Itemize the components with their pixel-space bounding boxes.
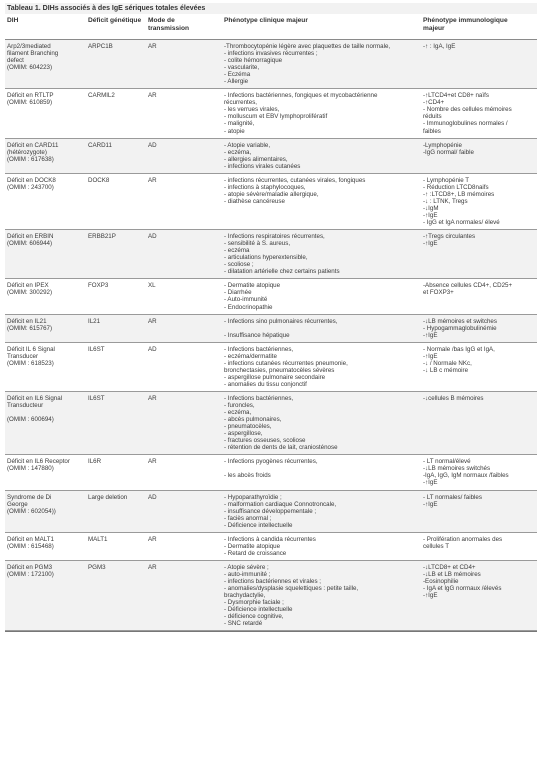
cell-line: - infections virales cutanées — [224, 162, 301, 170]
cell-text: AR — [148, 176, 157, 184]
table-row — [5, 490, 537, 532]
cell-line: filament Branching — [7, 50, 59, 58]
cell-line: - rétention de dents de lait, craniosténose — [224, 444, 338, 452]
table-row — [5, 89, 537, 138]
cell-line: -Thrombocytopénie légère avec plaquettes de taille normale, — [224, 43, 391, 50]
cell-line: Déficit en IPEX — [7, 282, 49, 290]
cell-text: AR — [148, 43, 157, 50]
immunological-phenotype-cell — [421, 342, 537, 391]
cell-line: Déficit en DOCK8 — [7, 176, 56, 184]
cell-line: (OMIM: 300292) — [7, 289, 53, 297]
dih-cell — [5, 40, 86, 89]
clinical-phenotype-cell — [222, 40, 421, 89]
table-row — [5, 40, 537, 89]
cell-line: -Lymphopénie — [423, 141, 462, 149]
dih-cell — [5, 342, 86, 391]
cell-line: - LT normal/élevé — [423, 458, 471, 466]
cell-text: AR — [148, 563, 157, 571]
transmission-mode-cell — [146, 89, 222, 138]
immunological-phenotype-cell — [421, 532, 537, 560]
cell-text: AR — [148, 317, 157, 325]
cell-line: Déficit en PGM3 — [7, 563, 53, 571]
cell-line: - LT normales/ faibles — [423, 493, 482, 501]
cell-text: XL — [148, 282, 156, 290]
cell-line: - Auto-immunité — [224, 296, 268, 304]
cell-line: -↑CD4+ — [423, 99, 445, 107]
table-row — [5, 230, 537, 279]
clinical-phenotype-cell — [222, 532, 421, 560]
cell-text: CARMIL2 — [88, 92, 115, 100]
cell-line: - Infections bactériennes, — [224, 345, 294, 353]
transmission-mode-cell — [146, 391, 222, 454]
genetic-deficit-cell — [86, 40, 146, 89]
cell-line: - Atopie variable, — [224, 141, 271, 149]
transmission-mode-cell — [146, 342, 222, 391]
clinical-phenotype-cell — [222, 138, 421, 173]
genetic-deficit-cell — [86, 532, 146, 560]
cell-line: - infections invasives récurrentes ; — [224, 50, 318, 58]
cell-line: - Infections bactériennes, fongiques et mycobactérienne — [224, 92, 378, 100]
cell-line: George — [7, 500, 28, 508]
table-row — [5, 342, 537, 391]
cell-line: bronchectasies, pneumatocèles sévères — [224, 366, 335, 374]
cell-line: - malignité, — [224, 120, 255, 128]
immunological-phenotype-cell — [421, 173, 537, 229]
cell-line: (OMIM : 615468) — [7, 542, 54, 550]
dih-cell — [5, 279, 86, 314]
cell-line: - Dysmorphie faciale ; — [224, 599, 284, 607]
cell-text: DOCK8 — [88, 176, 110, 184]
cell-line: - infections bactériennes et virales ; — [224, 578, 321, 585]
cell-line: -↑IgE — [423, 211, 438, 219]
cell-text: AR — [148, 535, 157, 543]
cell-line: (hétérozygote) — [7, 148, 47, 156]
cell-line: - pneumatocèles, — [224, 423, 272, 431]
cell-line: -↓ : LTNK, Tregs — [423, 197, 468, 205]
cell-line: Déficit en IL6 Signal — [7, 394, 63, 402]
cell-line: - Hypogammaglobulinémie — [423, 324, 497, 332]
cell-line: - IgG et IgA normales/ élevé — [423, 219, 500, 227]
cell-line: et FOXP3+ — [423, 289, 454, 297]
cell-line: - aspergillose, — [224, 430, 263, 438]
genetic-deficit-cell — [86, 173, 146, 229]
clinical-phenotype-cell — [222, 455, 421, 490]
cell-line: Arp2/3mediated — [7, 43, 51, 50]
cell-text: IL21 — [88, 317, 101, 325]
cell-line: - infections cutanées récurrentes pneumonie, — [224, 359, 348, 367]
immunological-phenotype-cell — [421, 314, 537, 342]
clinical-phenotype-cell — [222, 279, 421, 314]
table-caption: Tableau 1. DIHs associés à des IgE sériques totales élevées — [5, 3, 537, 14]
cell-line: (OMIM : 602054)) — [7, 507, 56, 515]
dih-cell — [5, 89, 86, 138]
cell-line: - eczéma, — [224, 409, 252, 417]
cell-line: - colite hémorragique — [224, 57, 283, 65]
cell-line: Transducer — [7, 352, 39, 360]
cell-line: récurrentes, — [224, 99, 258, 107]
cell-line: (OMIM : 600694) — [7, 416, 54, 424]
cell-text: IL6ST — [88, 345, 105, 353]
genetic-deficit-cell — [86, 279, 146, 314]
cell-line: - eczéma, — [224, 148, 252, 156]
cell-line: - SNC retardé — [224, 620, 263, 628]
cell-line: - les abcès froids — [224, 472, 271, 480]
immunological-phenotype-cell — [421, 279, 537, 314]
clinical-phenotype-cell — [222, 230, 421, 279]
dih-cell — [5, 391, 86, 454]
cell-line: - articulations hyperextensible, — [224, 254, 308, 262]
cell-line: - dilatation artérielle chez certains patients — [224, 268, 340, 276]
cell-line: -↑ : IgA, IgE — [423, 43, 456, 50]
cell-line: - Diarrhée — [224, 289, 252, 297]
cell-line: Déficit IL 6 Signal — [7, 345, 55, 353]
dih-cell — [5, 138, 86, 173]
immunological-phenotype-cell — [421, 490, 537, 532]
cell-line: -↑IgE — [423, 500, 438, 508]
genetic-deficit-cell — [86, 560, 146, 630]
cell-line: -Absence cellules CD4+, CD25+ — [423, 282, 513, 290]
cell-line: -↓LB mémoires switchés — [423, 465, 491, 473]
cell-line: - Déficience intellectuelle — [224, 606, 293, 614]
table-row — [5, 532, 537, 560]
cell-text: AR — [148, 458, 157, 466]
cell-line: - infections à staphylocoques, — [224, 183, 306, 191]
cell-line: - Infections respiratoires récurrentes, — [224, 233, 325, 241]
cell-line: - déficience cognitive, — [224, 613, 284, 621]
cell-line: -↑ :LTCD8+, LB mémoires — [423, 190, 495, 198]
dih-cell — [5, 560, 86, 630]
table-row — [5, 138, 537, 173]
cell-line: - Infections à candida récurrentes — [224, 535, 316, 543]
cell-line: - Immunoglobulines normales / — [423, 120, 508, 128]
cell-text: AR — [148, 394, 157, 402]
cell-line: -↓ LB c mémoire — [423, 366, 469, 374]
table-row — [5, 455, 537, 490]
genetic-deficit-cell — [86, 490, 146, 532]
transmission-mode-cell — [146, 455, 222, 490]
cell-line: - Endocrinopathie — [224, 303, 273, 311]
cell-line: - diathèse cancéreuse — [224, 197, 285, 205]
cell-line: - Insuffisance hépatique — [224, 331, 290, 339]
cell-line: - molluscum et EBV lymphoprolifératif — [224, 113, 328, 121]
clinical-phenotype-cell — [222, 314, 421, 342]
cell-text: ERBB21P — [88, 233, 116, 241]
cell-line: Syndrome de Di — [7, 493, 52, 501]
cell-text: AD — [148, 141, 157, 149]
dih-cell — [5, 532, 86, 560]
cell-text: FOXP3 — [88, 282, 109, 290]
cell-line: - Déficience intellectuelle — [224, 521, 293, 529]
cell-text: IL6R — [88, 458, 102, 466]
cell-line: -↑Tregs circulantes — [423, 233, 476, 241]
cell-line: (OMIM : 147880) — [7, 465, 54, 473]
genetic-deficit-cell — [86, 391, 146, 454]
cell-line: - Prolifération anormales des — [423, 535, 503, 543]
table-row — [5, 391, 537, 454]
genetic-deficit-cell — [86, 89, 146, 138]
cell-line: (OMIM: 615767) — [7, 324, 53, 332]
clinical-phenotype-cell — [222, 342, 421, 391]
immunological-phenotype-cell — [421, 89, 537, 138]
cell-line: -↓LTCD8+ et CD4+ — [423, 563, 476, 571]
immunological-phenotype-cell — [421, 455, 537, 490]
cell-line: (OMIM : 617638) — [7, 155, 54, 163]
genetic-deficit-cell — [86, 138, 146, 173]
clinical-phenotype-cell — [222, 89, 421, 138]
cell-line: - insuffisance développementale ; — [224, 507, 317, 515]
cell-line: - les verrues virales, — [224, 106, 280, 114]
genetic-deficit-cell — [86, 342, 146, 391]
cell-line: - Retard de croissance — [224, 549, 287, 557]
cell-line: cellules T — [423, 542, 450, 550]
cell-line: - Réduction LTCD8naifs — [423, 183, 489, 191]
document-page — [5, 3, 537, 632]
cell-line: - anomalies du tissu conjonctif — [224, 380, 307, 388]
cell-line: defect — [7, 57, 24, 65]
cell-line — [7, 409, 84, 416]
cell-line: - faciès anormal ; — [224, 514, 272, 522]
cell-line: -IgA, IgG, IgM normaux /faibles — [423, 472, 509, 480]
cell-line: (OMIM: 610859) — [7, 99, 53, 107]
cell-line: -↑LTCD4+et CD8+ naïfs — [423, 92, 489, 100]
header-genetic-deficit: Déficit génétique — [88, 17, 142, 24]
transmission-mode-cell — [146, 138, 222, 173]
cell-line: -Eosinophilie — [423, 578, 459, 585]
header-dih: DIH — [7, 17, 19, 24]
cell-line: - eczéma/dermatite — [224, 352, 277, 360]
immunological-phenotype-cell — [421, 40, 537, 89]
cell-line: - Dermatite atopique — [224, 282, 281, 290]
dih-cell — [5, 230, 86, 279]
cell-text: ARPC1B — [88, 43, 113, 50]
cell-line: réduits — [423, 113, 442, 121]
table-header-row — [5, 14, 537, 40]
clinical-phenotype-cell — [222, 391, 421, 454]
transmission-mode-cell — [146, 279, 222, 314]
cell-line: -↑IgE — [423, 331, 438, 339]
dih-cell — [5, 490, 86, 532]
table-row — [5, 173, 537, 229]
immunological-phenotype-cell — [421, 138, 537, 173]
dih-cell — [5, 314, 86, 342]
cell-text: Large deletion — [88, 493, 128, 501]
transmission-mode-cell — [146, 314, 222, 342]
clinical-phenotype-cell — [222, 560, 421, 630]
cell-line: - Lymphopénie T — [423, 176, 470, 184]
cell-line: Déficit en IL6 Receptor — [7, 458, 70, 466]
cell-line: -↓IgM — [423, 204, 439, 212]
cell-line: (OMIM: 606944) — [7, 240, 53, 248]
cell-line: - Hypoparathyroïdie ; — [224, 493, 282, 501]
cell-line: - atopie — [224, 127, 245, 135]
cell-line: brachydactylie, — [224, 592, 266, 600]
cell-line: -↑IgE — [423, 479, 438, 487]
cell-line: -↑IgE — [423, 240, 438, 248]
clinical-phenotype-cell — [222, 490, 421, 532]
transmission-mode-cell — [146, 230, 222, 279]
cell-line: - scoliose ; — [224, 261, 254, 269]
dih-cell — [5, 173, 86, 229]
cell-line: -↓LB mémoires et switches — [423, 317, 497, 325]
cell-line: - atopie sévère/maladie allergique, — [224, 190, 319, 198]
cell-line: Déficit en IL21 — [7, 317, 47, 325]
cell-line: - infections récurrentes, cutanées virales, fongiques — [224, 176, 366, 184]
cell-text: CARD11 — [88, 141, 112, 149]
cell-line: - vascularite, — [224, 64, 260, 72]
cell-line: (OMIM : 172100) — [7, 570, 54, 578]
cell-line: faibles — [423, 127, 441, 135]
cell-line: - Normale /bas IgG et IgA, — [423, 345, 495, 353]
cell-line: - furoncles, — [224, 402, 255, 410]
cell-line: -↓LB et LB mémoires — [423, 570, 481, 578]
cell-line: - Atopie sévère ; — [224, 563, 269, 571]
header-clinical-phenotype: Phénotype clinique majeur — [224, 17, 308, 24]
immunological-phenotype-cell — [421, 560, 537, 630]
cell-text: PGM3 — [88, 563, 106, 571]
cell-line: - Eczéma — [224, 71, 251, 79]
cell-line: (OMIM : 243700) — [7, 183, 54, 191]
cell-line — [224, 325, 419, 332]
transmission-mode-cell — [146, 173, 222, 229]
genetic-deficit-cell — [86, 230, 146, 279]
cell-line — [224, 465, 419, 472]
cell-line: -↑IgE — [423, 592, 438, 600]
header-transmission-mode: Mode de transmission — [148, 17, 190, 32]
cell-line: - Dermatite atopique — [224, 542, 281, 550]
transmission-mode-cell — [146, 40, 222, 89]
cell-text: MALT1 — [88, 535, 108, 543]
cell-line: - Infections bactériennes, — [224, 394, 294, 402]
cell-line: - Infections sino pulmonaires récurrentes, — [224, 317, 338, 325]
table-row — [5, 314, 537, 342]
cell-text: IL6ST — [88, 394, 105, 402]
cell-text: AR — [148, 92, 157, 100]
transmission-mode-cell — [146, 490, 222, 532]
genetic-deficit-cell — [86, 455, 146, 490]
immunological-phenotype-cell — [421, 391, 537, 454]
cell-line: - abcès pulmonaires, — [224, 416, 282, 424]
cell-line: Déficit en ERBIN — [7, 233, 54, 241]
dih-table — [5, 40, 537, 631]
cell-line: - auto-immunité ; — [224, 570, 271, 578]
cell-line: -↓cellules B mémoires — [423, 394, 484, 402]
cell-line: - anomalies/dysplasie squelettiques : petite taille, — [224, 585, 359, 593]
cell-line: - Nombre des cellules mémoires — [423, 106, 512, 114]
table-bottom-rule — [5, 631, 537, 632]
cell-line: - Allergie — [224, 78, 249, 86]
cell-line: - aspergillose pulmonaire secondaire — [224, 373, 326, 381]
cell-line: -IgG normal/ faible — [423, 148, 474, 156]
cell-line: -↓ / Normale NKc, — [423, 359, 472, 367]
immunological-phenotype-cell — [421, 230, 537, 279]
clinical-phenotype-cell — [222, 173, 421, 229]
cell-line: - Infections pyogènes récurrentes, — [224, 458, 318, 466]
cell-text: AD — [148, 233, 157, 241]
transmission-mode-cell — [146, 532, 222, 560]
cell-line: Déficit en MALT1 — [7, 535, 54, 543]
cell-line: (OMIM: 604223) — [7, 64, 53, 72]
cell-line: - IgA et IgG normaux /élevés — [423, 585, 502, 593]
cell-line: - fractures osseuses, scoliose — [224, 437, 306, 445]
cell-line: - malformation cardiaque Connotroncale, — [224, 500, 337, 508]
transmission-mode-cell — [146, 560, 222, 630]
cell-line: Déficit en RTLTP — [7, 92, 54, 100]
dih-cell — [5, 455, 86, 490]
cell-line: Transducteur — [7, 402, 44, 410]
cell-text: AD — [148, 345, 157, 353]
cell-line: - eczéma — [224, 247, 250, 255]
genetic-deficit-cell — [86, 314, 146, 342]
cell-line: - sensibilité à S. aureus, — [224, 240, 291, 248]
cell-line: - allergies alimentaires, — [224, 155, 288, 163]
cell-line: -↑IgE — [423, 352, 438, 360]
table-row — [5, 279, 537, 314]
cell-line: Déficit en CARD11 — [7, 141, 59, 149]
cell-text: AD — [148, 493, 157, 501]
cell-line: (OMIM : 618523) — [7, 359, 54, 367]
table-row — [5, 560, 537, 630]
header-immunological-phenotype: Phénotype immunologique majeur — [423, 17, 508, 32]
